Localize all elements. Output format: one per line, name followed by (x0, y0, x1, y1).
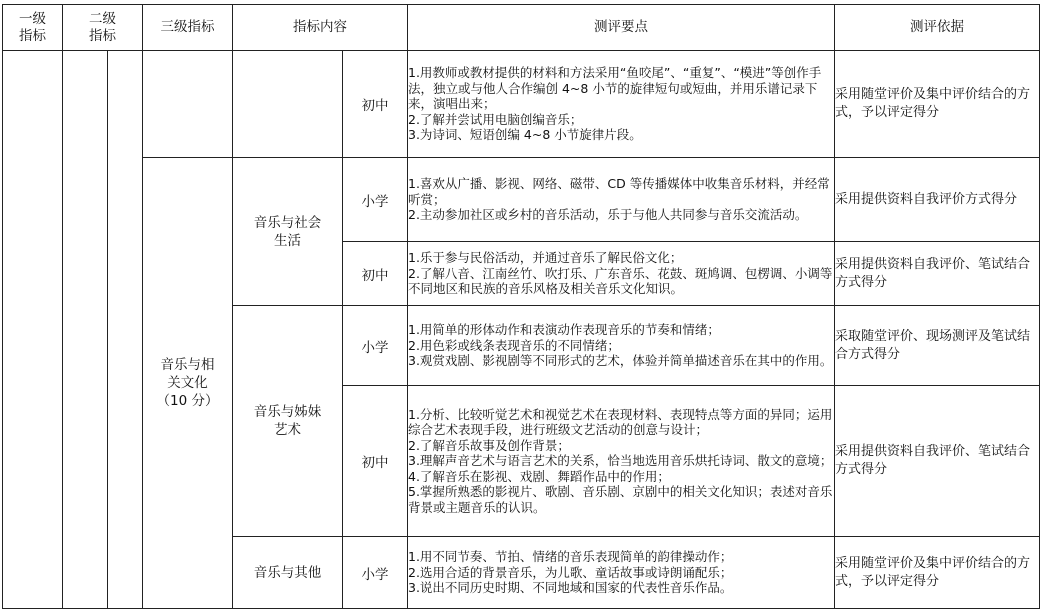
point-item: 1.乐于参与民俗活动，并通过音乐了解民俗文化； (408, 250, 683, 266)
evaluation-table (2, 4, 1040, 609)
header-level2-line2: 指标 (89, 27, 116, 44)
category-name (143, 158, 233, 609)
subcategory-sister-arts-line1: 音乐与姊妹 (253, 404, 322, 420)
header-points: 测评要点 (408, 5, 835, 51)
content-cell-continued (233, 51, 343, 158)
category-name-line2: 关文化 (167, 375, 208, 391)
school-level: 小学 (343, 537, 408, 609)
header-basis: 测评依据 (835, 5, 1040, 51)
evaluation-points (408, 306, 835, 386)
category-name-line3: （10 分） (156, 393, 219, 409)
level3-cell-continued (143, 51, 233, 158)
evaluation-points (408, 158, 835, 242)
point-item: 2.了解音乐故事及创作背景； (408, 437, 570, 453)
school-level: 小学 (343, 306, 408, 386)
category-name-line1: 音乐与相 (160, 357, 215, 373)
evaluation-points (408, 51, 835, 158)
evaluation-basis: 采用随堂评价及集中评价结合的方式，予以评定得分 (835, 51, 1040, 158)
evaluation-basis: 采用随堂评价及集中评价结合的方式，予以评定得分 (835, 537, 1040, 609)
header-level3: 三级指标 (143, 5, 233, 51)
header-level2 (63, 5, 143, 51)
evaluation-points (408, 537, 835, 609)
evaluation-basis: 采用提供资料自我评价方式得分 (835, 158, 1040, 242)
point-item: 3.说出不同历史时期、不同地域和国家的代表性音乐作品。 (408, 580, 733, 596)
header-level1-line1: 一级 (19, 10, 46, 27)
evaluation-points (408, 386, 835, 537)
subcategory-other: 音乐与其他 (233, 537, 343, 609)
table-row (3, 158, 1040, 242)
table-row (3, 51, 1040, 158)
point-item: 3.理解声音艺术与语言艺术的关系，恰当地选用音乐烘托诗词、散文的意境； (408, 453, 833, 469)
evaluation-basis: 采用提供资料自我评价、笔试结合方式得分 (835, 386, 1040, 537)
point-item: 1.喜欢从广播、影视、网络、磁带、CD 等传播媒体中收集音乐材料，并经常听赏； (408, 176, 830, 207)
header-level1 (3, 5, 63, 51)
header-level2-line1: 二级 (89, 10, 116, 27)
point-item: 1.用不同节奏、节拍、情绪的音乐表现简单的韵律操动作； (408, 549, 733, 565)
point-item: 2.了解并尝试用电脑创编音乐； (408, 111, 583, 127)
point-item: 1.用简单的形体动作和表演动作表现音乐的节奏和情绪； (408, 322, 720, 338)
point-item: 3.为诗词、短语创编 4~8 小节旋律片段。 (408, 127, 642, 143)
header-level1-line2: 指标 (19, 27, 46, 44)
subcategory-sister-arts-line2: 艺术 (274, 422, 301, 438)
point-item: 2.选用合适的背景音乐，为儿歌、童话故事或诗朗诵配乐； (408, 564, 733, 580)
header-row (3, 5, 1040, 51)
header-content: 指标内容 (233, 5, 408, 51)
subcategory-sister-arts (233, 306, 343, 537)
point-item: 2.了解八音、江南丝竹、吹打乐、广东音乐、花鼓、斑鸠调、包楞调、小调等不同地区和民族的音乐风格及相关音乐文化知识。 (408, 265, 833, 297)
point-item: 2.用色彩或线条表现音乐的不同情绪； (408, 337, 620, 353)
school-level: 初中 (343, 386, 408, 537)
subcategory-society (233, 158, 343, 306)
point-item: 2.主动参加社区或乡村的音乐活动，乐于与他人共同参与音乐交流活动。 (408, 207, 808, 223)
subcategory-society-line2: 生活 (274, 232, 301, 249)
level2-sub-cell (108, 51, 143, 609)
school-level: 初中 (343, 51, 408, 158)
evaluation-basis: 采取随堂评价、现场测评及笔试结合方式得分 (835, 306, 1040, 386)
point-item: 5.掌握所熟悉的影视片、歌剧、音乐剧、京剧中的相关文化知识；表述对音乐背景或主题音乐的认识。 (408, 484, 833, 515)
school-level: 小学 (343, 158, 408, 242)
point-item: 1.用教师或教材提供的材料和方法采用“鱼咬尾”、“重复”、“模进”等创作手法，独立或与他人合作编创 4~8 小节的旋律短句或短曲，并用乐谱记录下来，演唱出来； (408, 65, 822, 112)
subcategory-society-line1: 音乐与社会 (253, 214, 322, 231)
evaluation-basis: 采用提供资料自我评价、笔试结合方式得分 (835, 242, 1040, 306)
point-item: 3.观赏戏剧、影视剧等不同形式的艺术，体验并简单描述音乐在其中的作用。 (408, 353, 833, 369)
level2-cell (63, 51, 108, 609)
point-item: 4.了解音乐在影视、戏剧、舞蹈作品中的作用； (408, 468, 670, 484)
level1-cell (3, 51, 63, 609)
school-level: 初中 (343, 242, 408, 306)
point-item: 1.分析、比较听觉艺术和视觉艺术在表现材料、表现特点等方面的异同；运用综合艺术表现手段，进行班级文艺活动的创意与设计； (408, 406, 833, 438)
evaluation-points (408, 242, 835, 306)
